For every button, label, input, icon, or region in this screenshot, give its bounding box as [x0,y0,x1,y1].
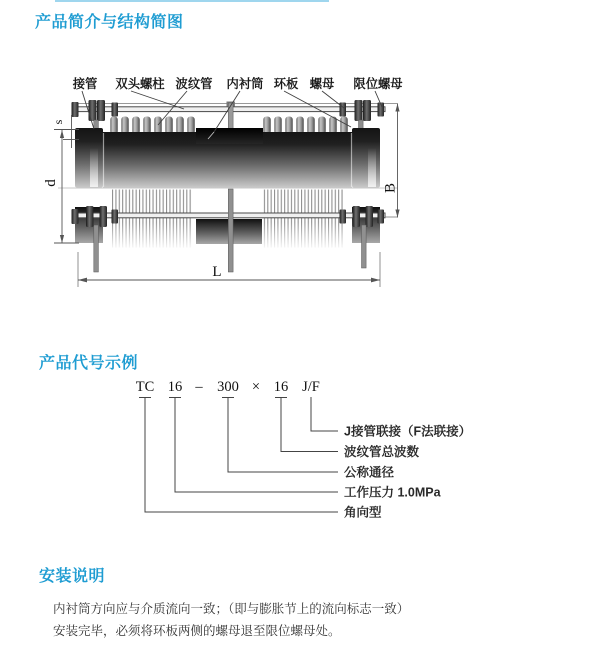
installation-instructions [53,599,409,642]
shell-lower-half [58,189,399,272]
code-explanation-type: 角向型 [344,505,382,520]
part-label-connection-pipe: 接管 [72,77,98,91]
product-code-diagram [125,376,480,536]
installation-line-2: 安装完毕，必须将环板两侧的螺母退至限位螺母处。 [53,623,341,638]
part-label-inner-liner: 内衬筒 [226,77,264,91]
code-connectors [145,397,338,512]
code-segment-diameter: 300 [217,379,239,395]
code-segment-pressure: 16 [167,379,183,395]
part-label-ring-plate: 环板 [273,77,299,91]
part-label-bellows: 波纹管 [175,77,213,91]
code-segments [136,379,320,395]
code-segment-waves: 16 [273,379,289,395]
part-label-double-end-stud: 双头螺柱 [115,77,165,91]
code-explanations [344,424,471,520]
dim-label-d: d [43,179,59,187]
dim-label-l: L [212,264,222,280]
code-segment-dash: – [195,379,203,395]
structure-diagram [40,60,480,315]
code-explanation-pressure: 工作压力 1.0MPa [344,485,441,500]
code-segment-connection: J/F [302,379,320,395]
code-explanation-diameter: 公称通径 [344,465,395,480]
section-title-code: 产品代号示例 [39,355,139,372]
dim-label-b: B [382,182,399,194]
shell-upper-half [75,128,380,188]
dimension-b [383,104,400,218]
installation-line-1: 内衬筒方向应与介质流向一致；（即与膨胀节上的流向标志一致） [53,602,410,616]
section-title-install: 安装说明 [39,568,106,585]
dimension-s [51,115,79,148]
part-label-limit-nut: 限位螺母 [353,77,403,91]
part-label-nut: 螺母 [309,77,335,91]
dim-label-s: s [51,119,65,125]
code-segment-times: × [251,379,261,395]
code-explanation-waves: 波纹管总波数 [344,445,420,459]
part-labels [72,76,404,91]
code-explanation-connection: J接管联接（F法联接） [344,424,472,439]
section-title-intro: 产品简介与结构简图 [35,14,184,31]
page-top-border [55,0,329,2]
code-segment-type: TC [135,379,155,395]
